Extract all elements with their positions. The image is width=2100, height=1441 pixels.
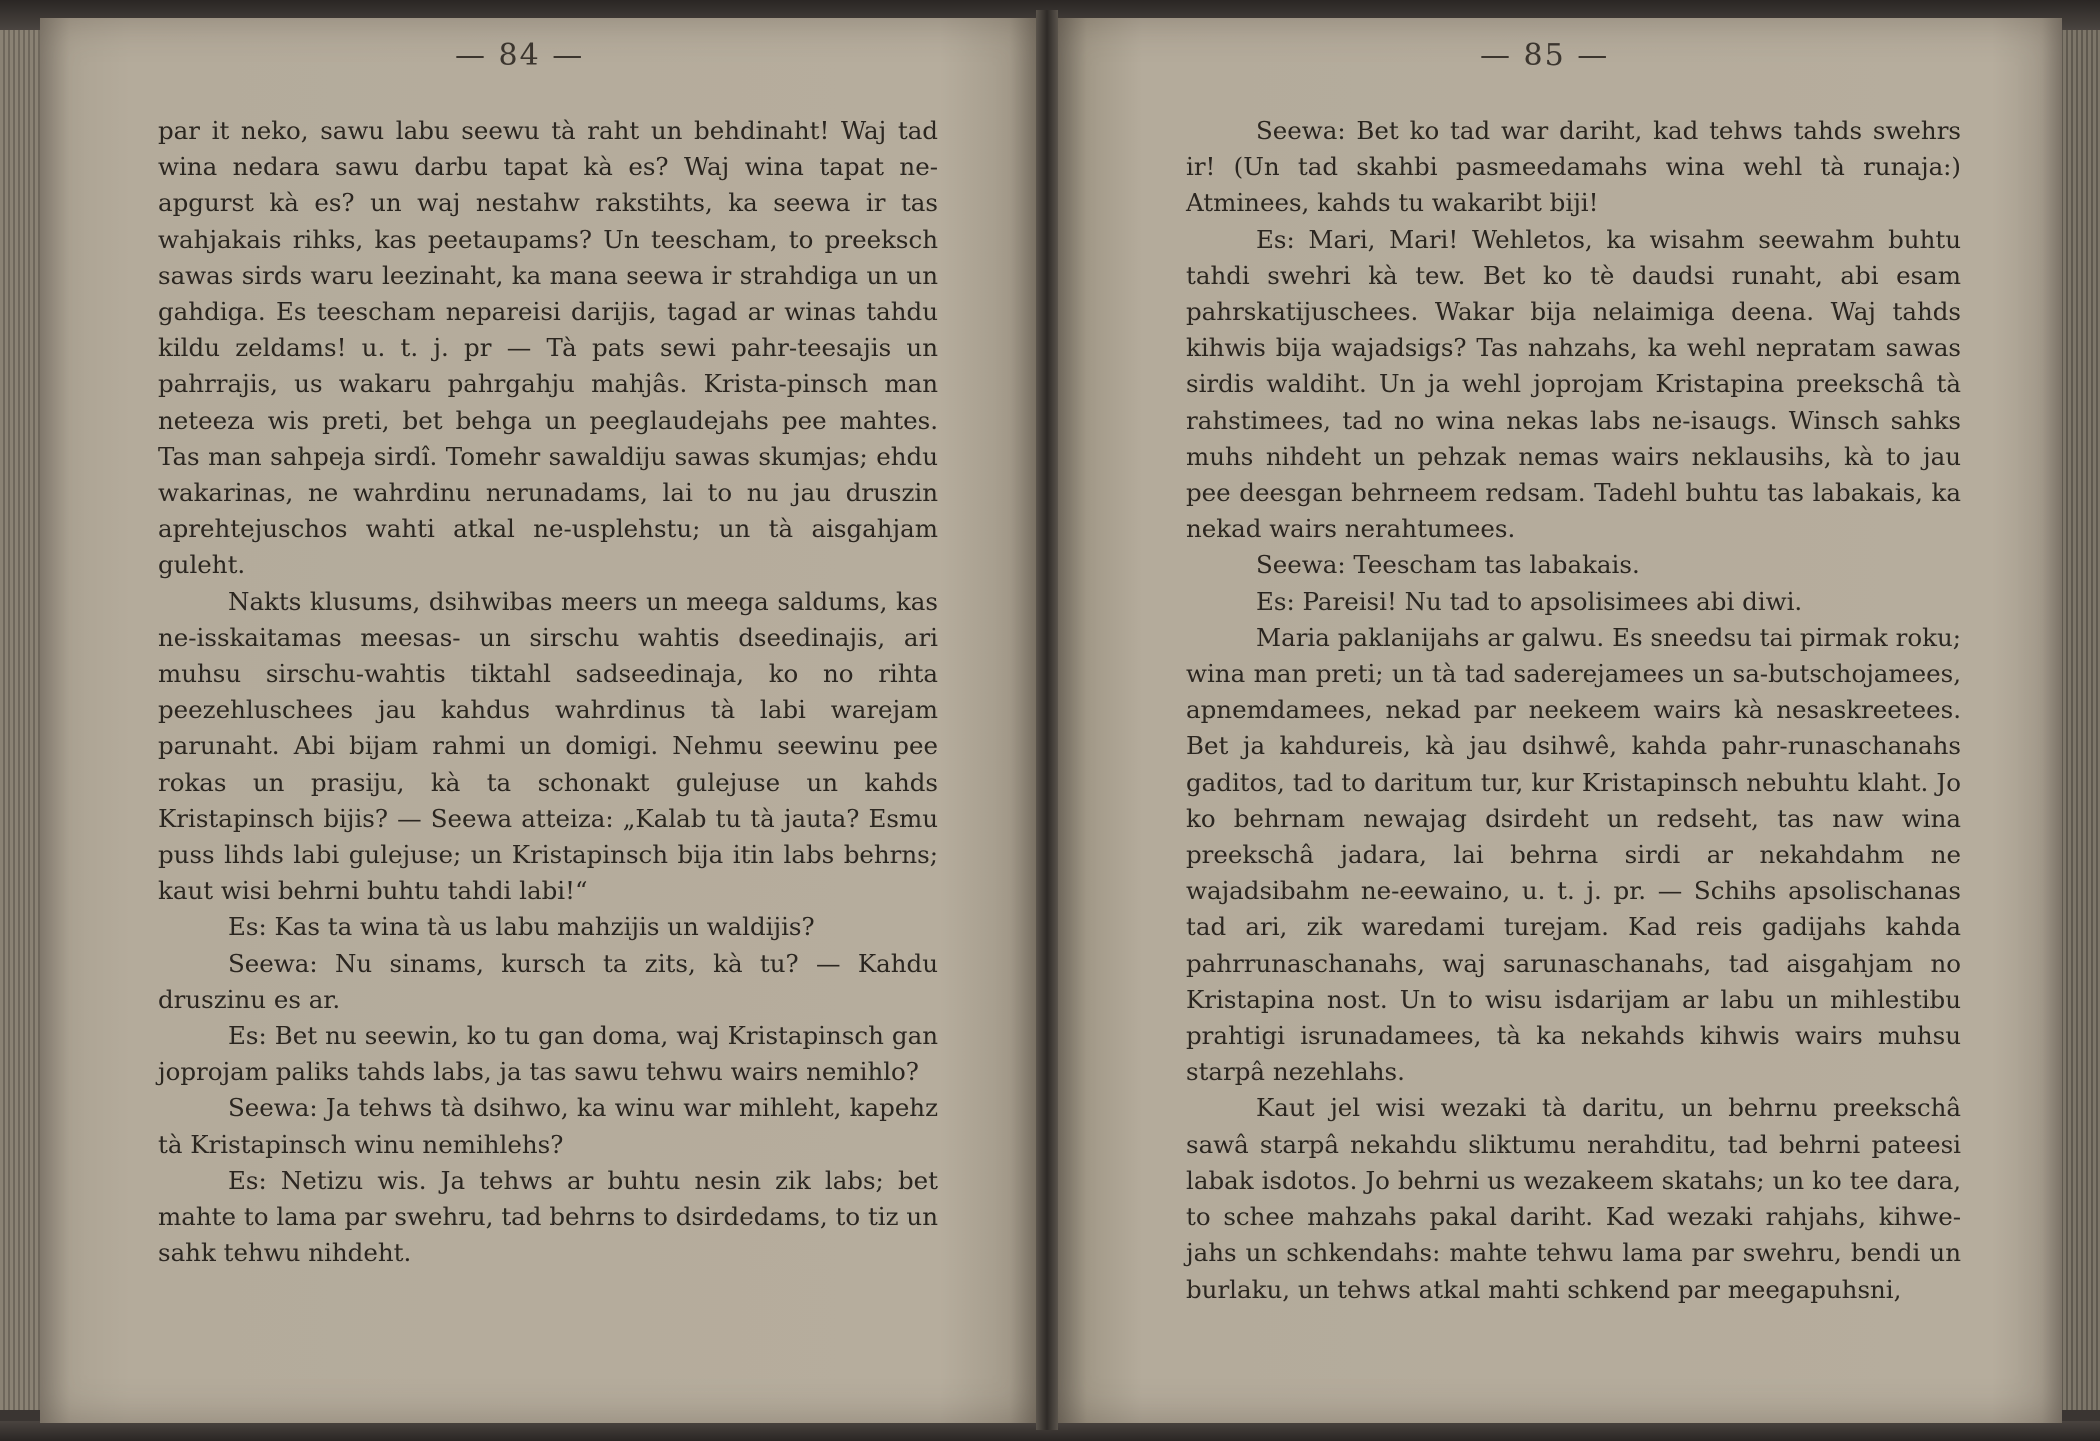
right-page-edges (2058, 30, 2100, 1410)
dialogue-line: Es: Bet nu seewin, ko tu gan doma, waj Kristapinsch gan joprojam paliks tahds labs, ja tas sawu tehwu wairs nemihlo? (158, 1021, 938, 1087)
dialogue-line: Seewa: Bet ko tad war dariht, kad tehws tahds swehrs ir! (Un tad skahbi pasmeedamahs wina wehl tà runaja:) Atminees, kahds tu wakaribt biji! (1186, 116, 1961, 218)
left-page-text (158, 113, 938, 1272)
paragraph: Maria paklanijahs ar galwu. Es sneedsu tai pirmak roku; wina man preti; un tà tad saderejamees un sa-butschojamees, apnemdamees, nekad par neekeem wairs kà nesaskreetees. Bet ja kahdureis, kà jau dsihwê, kahda pahr-runaschanahs gaditos, tad to daritum tur, kur Kristapinsch nebuhtu klaht. Jo ko behrnam newajag dsirdeht un redseht, tas naw wina preekschâ jadara, lai behrna sirdi ar nekahdahm ne wajadsibahm ne-eewaino, u. t. j. pr. — Schihs apsolischanas tad ari, zik waredami turejam. Kad reis gadijahs kahda pahrrunaschanahs, waj sarunaschanahs, tad aisgahjam no Kristapina nost. Un to wisu isdarijam ar labu un mihlestibu prahtigi isrunadamees, tà ka nekahds kihwis wairs muhsu starpâ nezehlahs. (1186, 622, 1961, 1087)
dialogue-line: Es: Netizu wis. Ja tehws ar buhtu nesin zik labs; bet mahte to lama par swehru, tad behrns to dsirdedams, to tiz un sahk tehwu nihdeht. (158, 1165, 938, 1268)
paragraph: Kaut jel wisi wezaki tà daritu, un behrnu preekschâ sawâ starpâ nekahdu sliktumu nerahditu, tad behrni pateesi labak isdotos. Jo behrni us wezakeem skatahs; un ko tee dara, to schee mahzahs pakal dariht. Kad wezaki rahjahs, kihwe-jahs un schkendahs: mahte tehwu lama par swehru, bendi un burlaku, un tehws atkal mahti schkend par meegapuhsni, (1186, 1093, 1961, 1304)
right-page-text (1186, 113, 1961, 1308)
paragraph: par it neko, sawu labu seewu tà raht un behdinaht! Waj tad wina nedara sawu darbu tapat kà es? Waj wina tapat ne-apgurst kà es? un waj nestahw rakstihts, ka seewa ir tas wahjakais rihks, kas peetaupams? Un teescham, to preeksch sawas sirds waru leezinaht, ka mana seewa ir strahdiga un un gahdiga. Es teescham nepareisi darijis, tagad ar winas tahdu kildu zeldams! u. t. j. pr — Tà pats sewi pahr-teesajis un pahrrajis, us wakaru pahrgahju mahjâs. Krista-pinsch man neteeza wis preti, bet behga un peeglaudejahs pee mahtes. Tas man sahpeja sirdî. Tomehr sawaldiju sawas skumjas; ehdu wakarinas, ne wahrdinu nerunadams, lai to nu jau druszin aprehtejuschos wahti atkal ne-usplehstu; un tà aisgahjam guleht. (158, 116, 938, 580)
book-gutter (1036, 10, 1058, 1430)
dialogue-line: Es: Kas ta wina tà us labu mahzijis un waldijis? (228, 912, 815, 942)
dialogue-line: Seewa: Teescham tas labakais. (1256, 550, 1640, 580)
dialogue-line: Seewa: Nu sinams, kursch ta zits, kà tu? — Kahdu druszinu es ar. (158, 948, 938, 1014)
dialogue-line: Seewa: Ja tehws tà dsihwo, ka winu war mihleht, kapehz tà Kristapinsch winu nemihlehs? (158, 1093, 938, 1159)
dialogue-line: Es: Pareisi! Nu tad to apsolisimees abi diwi. (1256, 586, 1803, 616)
left-page-number: — 84 — (455, 38, 585, 73)
paragraph: Nakts klusums, dsihwibas meers un meega saldums, kas ne-isskaitamas meesas- un sirschu wahtis dseedinajis, ari muhsu sirschu-wahtis tiktahl sadseedinaja, ko no rihta peezehluschees jau kahdus wahrdinus tà labi warejam parunaht. Abi bijam rahmi un domigi. Nehmu seewinu pee rokas un prasiju, kà ta schonakt gulejuse un kahds Kristapinsch bijis? — Seewa atteiza: „Kalab tu tà jauta? Esmu puss lihds labi gulejuse; un Kristapinsch bija itin labs behrns; kaut wisi behrni buhtu tahdi labi!“ (158, 586, 938, 906)
dialogue-line: Es: Mari, Mari! Wehletos, ka wisahm seewahm buhtu tahdi swehri kà tew. Bet ko tè daudsi runaht, abi esam pahrskatijuschees. Wakar bija nelaimiga deena. Waj tahds kihwis bija wajadsigs? Tas nahzahs, ka wehl nepratam sawas sirdis waldiht. Un ja wehl joprojam Kristapina preekschâ tà rahstimees, tad no wina nekas labs ne-isaugs. Winsch sahks muhs nihdeht un pehzak nemas wairs neklausihs, kà to jau pee deesgan behrneem redsam. Tadehl buhtu tas labakais, ka nekad wairs nerahtumees. (1186, 224, 1961, 544)
right-page-number: — 85 — (1480, 38, 1610, 73)
left-page-edges (0, 30, 44, 1410)
